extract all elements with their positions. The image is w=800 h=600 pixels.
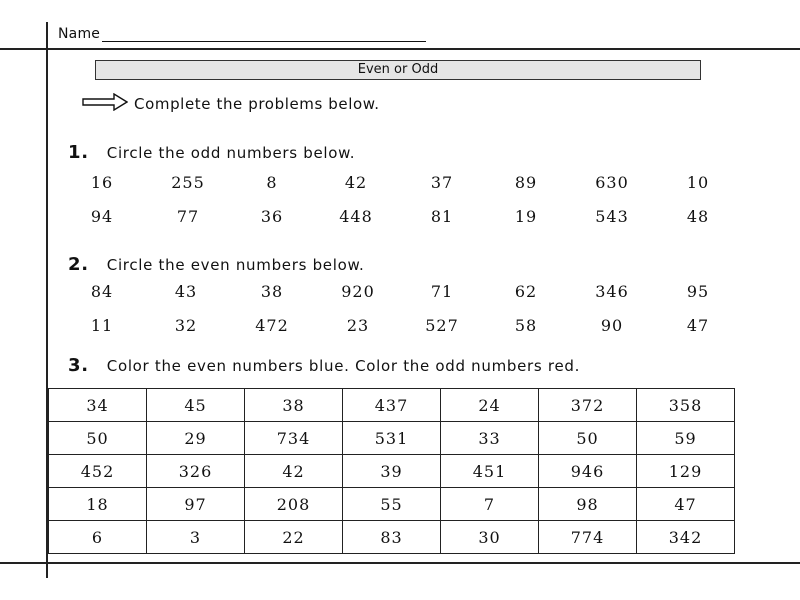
number-item[interactable]: 43	[174, 282, 198, 301]
grid-cell[interactable]: 342	[637, 521, 735, 554]
number-item[interactable]: 448	[339, 207, 373, 226]
grid-cell[interactable]: 42	[245, 455, 343, 488]
number-item[interactable]: 346	[595, 282, 629, 301]
number-item[interactable]: 527	[425, 316, 459, 335]
grid-cell[interactable]: 38	[245, 389, 343, 422]
number-item[interactable]: 36	[260, 207, 284, 226]
grid-cell[interactable]: 34	[49, 389, 147, 422]
footer-rule	[0, 562, 800, 564]
grid-cell[interactable]: 55	[343, 488, 441, 521]
question-2-title	[68, 254, 365, 275]
grid-cell[interactable]: 326	[147, 455, 245, 488]
grid-cell[interactable]: 451	[441, 455, 539, 488]
grid-cell[interactable]: 50	[49, 422, 147, 455]
number-item[interactable]: 94	[90, 207, 114, 226]
question-number: 3.	[68, 355, 89, 376]
question-3-title	[68, 355, 580, 376]
number-item[interactable]: 10	[686, 173, 710, 192]
grid-cell[interactable]: 437	[343, 389, 441, 422]
grid-cell[interactable]: 97	[147, 488, 245, 521]
grid-cell[interactable]: 45	[147, 389, 245, 422]
grid-cell[interactable]: 129	[637, 455, 735, 488]
grid-cell[interactable]: 3	[147, 521, 245, 554]
grid-cell[interactable]: 22	[245, 521, 343, 554]
grid-cell[interactable]: 531	[343, 422, 441, 455]
question-number: 2.	[68, 254, 89, 275]
grid-cell[interactable]: 946	[539, 455, 637, 488]
question-1-row-2	[68, 207, 758, 229]
name-label: Name	[58, 26, 101, 42]
grid-cell[interactable]: 7	[441, 488, 539, 521]
question-text: Circle the odd numbers below.	[106, 144, 356, 162]
number-item[interactable]: 16	[90, 173, 114, 192]
question-text: Circle the even numbers below.	[106, 256, 365, 274]
arrow-right-icon	[82, 93, 128, 115]
number-item[interactable]: 23	[346, 316, 370, 335]
number-item[interactable]: 32	[174, 316, 198, 335]
grid-cell[interactable]: 83	[343, 521, 441, 554]
grid-cell[interactable]: 30	[441, 521, 539, 554]
name-blank-line[interactable]	[102, 27, 426, 42]
grid-cell[interactable]: 734	[245, 422, 343, 455]
question-1-title	[68, 142, 355, 163]
number-item[interactable]: 8	[266, 173, 278, 192]
table-row	[49, 521, 735, 554]
question-2-row-1	[68, 282, 758, 304]
grid-cell[interactable]: 24	[441, 389, 539, 422]
question-2-row-2	[68, 316, 758, 338]
table-row	[49, 455, 735, 488]
number-item[interactable]: 11	[90, 316, 114, 335]
number-item[interactable]: 58	[514, 316, 538, 335]
grid-cell[interactable]: 39	[343, 455, 441, 488]
table-row	[49, 488, 735, 521]
instruction-text: Complete the problems below.	[134, 95, 380, 113]
number-item[interactable]: 255	[171, 173, 205, 192]
number-item[interactable]: 62	[514, 282, 538, 301]
number-item[interactable]: 37	[430, 173, 454, 192]
grid-cell[interactable]: 774	[539, 521, 637, 554]
number-grid	[48, 388, 735, 554]
number-item[interactable]: 920	[341, 282, 375, 301]
grid-cell[interactable]: 372	[539, 389, 637, 422]
worksheet-title: Even or Odd	[95, 60, 701, 80]
instruction-row	[82, 93, 380, 115]
question-number: 1.	[68, 142, 89, 163]
number-item[interactable]: 472	[255, 316, 289, 335]
number-item[interactable]: 47	[686, 316, 710, 335]
number-item[interactable]: 48	[686, 207, 710, 226]
table-row	[49, 422, 735, 455]
number-item[interactable]: 77	[176, 207, 200, 226]
number-item[interactable]: 89	[514, 173, 538, 192]
number-item[interactable]: 543	[595, 207, 629, 226]
number-item[interactable]: 19	[514, 207, 538, 226]
name-field[interactable]	[58, 26, 426, 42]
grid-cell[interactable]: 452	[49, 455, 147, 488]
number-item[interactable]: 630	[595, 173, 629, 192]
number-item[interactable]: 71	[430, 282, 454, 301]
grid-cell[interactable]: 47	[637, 488, 735, 521]
question-text: Color the even numbers blue. Color the odd numbers red.	[106, 357, 581, 375]
question-1-row-1	[68, 173, 758, 195]
number-item[interactable]: 81	[430, 207, 454, 226]
number-item[interactable]: 42	[344, 173, 368, 192]
grid-cell[interactable]: 33	[441, 422, 539, 455]
table-row	[49, 389, 735, 422]
number-item[interactable]: 90	[600, 316, 624, 335]
grid-cell[interactable]: 50	[539, 422, 637, 455]
grid-cell[interactable]: 6	[49, 521, 147, 554]
number-item[interactable]: 38	[260, 282, 284, 301]
grid-cell[interactable]: 18	[49, 488, 147, 521]
grid-cell[interactable]: 59	[637, 422, 735, 455]
grid-cell[interactable]: 29	[147, 422, 245, 455]
grid-cell[interactable]: 208	[245, 488, 343, 521]
number-item[interactable]: 84	[90, 282, 114, 301]
number-item[interactable]: 95	[686, 282, 710, 301]
grid-cell[interactable]: 98	[539, 488, 637, 521]
grid-cell[interactable]: 358	[637, 389, 735, 422]
header-rule	[0, 48, 800, 50]
